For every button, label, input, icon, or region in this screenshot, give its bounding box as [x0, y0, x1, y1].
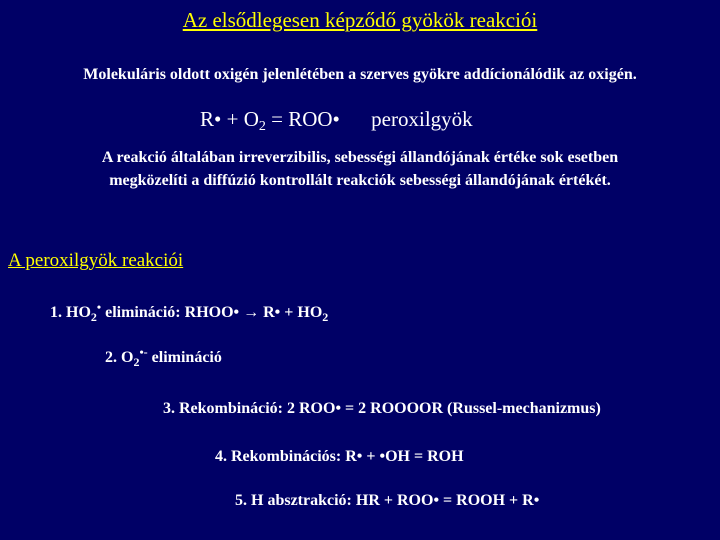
section-heading: A peroxilgyök reakciói [8, 250, 184, 271]
reaction-2 [105, 345, 222, 370]
reaction-2-sub: 2 [133, 355, 140, 369]
reaction-1-b: elimináció: RHOO• → R• + HO [101, 304, 323, 321]
reaction-note [0, 146, 720, 192]
reaction-4: 4. Rekombinációs: R• + •OH = ROH [215, 448, 464, 465]
note-line-1: A reakció általában irreverzibilis, sebességi állandójának értéke sok esetben [101, 149, 619, 166]
equation-right: = ROO• [265, 107, 340, 131]
reaction-1-a: 1. HO [50, 304, 91, 321]
slide-title: Az elsődlegesen képződő gyökök reakciói [182, 8, 538, 32]
equation-left: R• + O [200, 107, 259, 131]
equation-label: peroxilgyök [371, 107, 473, 131]
peroxyl-equation [200, 107, 473, 135]
reaction-2-a: 2. O [105, 349, 134, 366]
reaction-1-sup: • [96, 300, 102, 314]
equation-subscript: 2 [258, 119, 266, 134]
reaction-2-sup: •- [139, 345, 148, 359]
intro-text: Molekuláris oldott oxigén jelenlétében a szerves gyökre addícionálódik az oxigén. [83, 66, 637, 83]
reaction-1 [50, 300, 328, 325]
reaction-2-b: elimináció [147, 349, 222, 366]
note-line-2: megközelíti a diffúzió kontrollált reakciók sebességi állandójának értékét. [109, 172, 611, 189]
reaction-5: 5. H absztrakció: HR + ROO• = ROOH + R• [235, 492, 540, 509]
reaction-1-sub: 2 [90, 310, 97, 324]
reaction-1-sub2: 2 [322, 310, 329, 324]
reaction-3: 3. Rekombináció: 2 ROO• = 2 ROOOOR (Russel-mechanizmus) [163, 400, 601, 417]
